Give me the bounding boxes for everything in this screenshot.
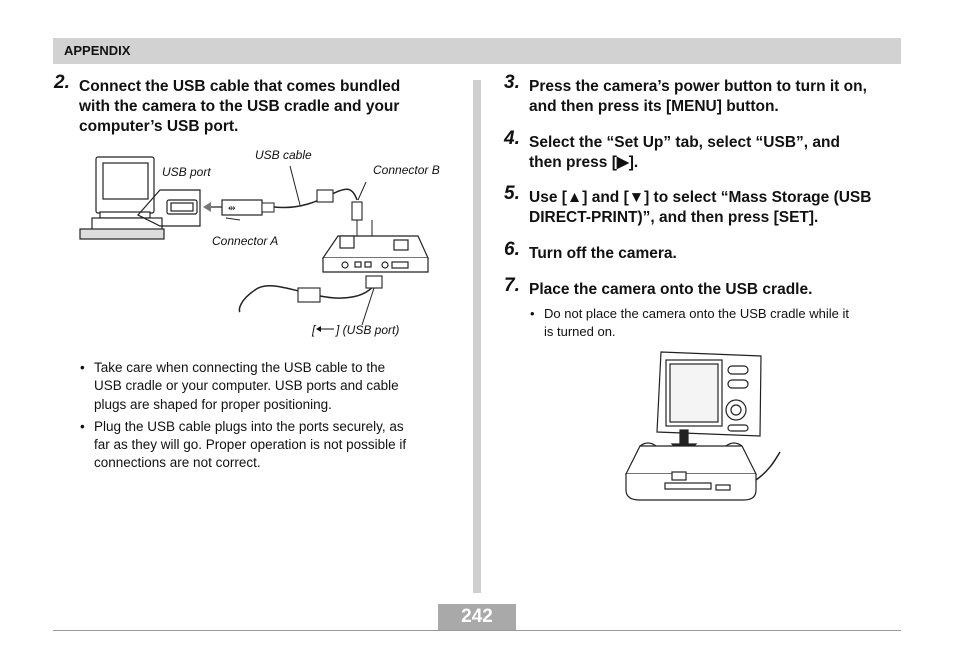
bullet-line: connections are not correct. xyxy=(94,455,261,471)
usb-port-symbol-label: ] (USB port) xyxy=(336,323,400,337)
bullet-line: far as they will go. Proper operation is not possible if xyxy=(94,437,407,453)
section-title: APPENDIX xyxy=(64,43,131,58)
step-number: 3. xyxy=(504,72,520,93)
bullet-line: USB cradle or your computer. USB ports and cable xyxy=(94,378,399,394)
bullet-line: is turned on. xyxy=(544,324,616,340)
step-number: 2. xyxy=(54,72,70,93)
svg-text:⇹: ⇹ xyxy=(228,203,236,213)
step-text-line: and then press its [MENU] button. xyxy=(529,98,779,115)
connector-b-label: Connector B xyxy=(373,163,440,177)
svg-text:[: [ xyxy=(312,323,316,337)
page-number: 242 xyxy=(461,606,493,627)
usb-cradle xyxy=(626,446,756,474)
step-text-line: with the camera to the USB cradle and your xyxy=(79,98,400,115)
bullet-line: • Plug the USB cable plugs into the ports securely, as xyxy=(94,418,404,434)
bullet-line: plugs are shaped for proper positioning. xyxy=(94,396,332,412)
footer-rule xyxy=(53,630,901,631)
step-text-line: Turn off the camera. xyxy=(529,245,677,262)
usb-cable-label: USB cable xyxy=(255,148,312,162)
page-number-box xyxy=(438,604,516,630)
step-number: 5. xyxy=(504,183,520,204)
step-text-line: Connect the USB cable that comes bundled xyxy=(79,78,401,95)
step-text-line: Place the camera onto the USB cradle. xyxy=(529,281,813,298)
step-text-line: DIRECT-PRINT)”, and then press [SET]. xyxy=(529,209,819,226)
step-number: 4. xyxy=(504,128,520,149)
step-text-line: Use [▲] and [▼] to select “Mass Storage (USB xyxy=(529,189,872,206)
step-text-line: then press [▶]. xyxy=(529,154,639,171)
step-text-line: Press the camera’s power button to turn it on, xyxy=(529,78,867,95)
usb-port-label: USB port xyxy=(162,165,211,179)
step-number: 6. xyxy=(504,239,520,260)
bullet-line: • Take care when connecting the USB cable to the xyxy=(94,360,386,375)
connector-a-label: Connector A xyxy=(212,234,279,248)
step-number: 7. xyxy=(504,275,520,296)
step-text-line: computer’s USB port. xyxy=(79,118,239,135)
step-text-line: Select the “Set Up” tab, select “USB”, and xyxy=(529,134,840,151)
bullet-line: • Do not place the camera onto the USB cradle while it xyxy=(544,306,849,321)
